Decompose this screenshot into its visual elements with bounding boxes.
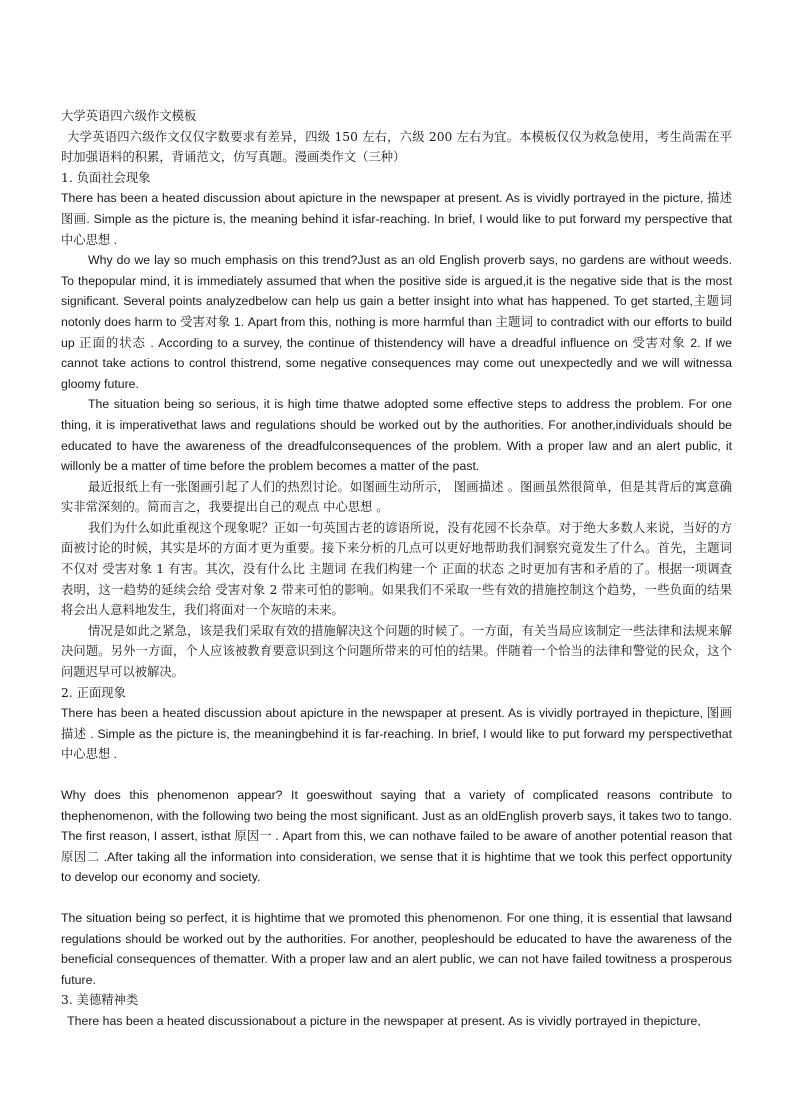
section-1-paragraph-6: 情况是如此之紧急，该是我们采取有效的措施解决这个问题的时候了。一方面，有关当局应该制定一些法律和法规来解决问题。另外一方面，个人应该被教育要意识到这个问题所带来的可怕的结果。伴随着一个恰当的法律和警觉的民众，这个问题迟早可以被解决。 <box>61 623 732 680</box>
section-1-paragraph-4: 最近报纸上有一张图画引起了人们的热烈讨论。如图画生动所示， 图画描述 。图画虽然很简单，但是其背后的寓意确实非常深刻的。简而言之，我要提出自己的观点 中心思想 。 <box>61 479 732 515</box>
paragraph-gap <box>61 888 732 908</box>
document-title: 大学英语四六级作文模板 <box>61 109 197 123</box>
section-1-paragraph-3: The situation being so serious, it is high time thatwe adopted some effective steps to address the problem. For one thing, it is imperativethat laws and regulations should be worked out by the authorities. For another,individuals should be educated to have the awareness of the dreadfulconsequences of the problem. With a proper law and an alert public, it willonly be a matter of time before the problem becomes a matter of the past. <box>61 397 732 474</box>
section-3-paragraph-1: There has been a heated discussionabout a picture in the newspaper at present. As is vividly portrayed in thepicture, <box>67 1013 701 1028</box>
section-2-heading: 2. 正面现象 <box>61 685 126 700</box>
section-1-heading: 1. 负面社会现象 <box>61 170 151 185</box>
intro-paragraph: 大学英语四六级作文仅仅字数要求有差异，四级 150 左右，六级 200 左右为宜。本模板仅仅为救急使用，考生尚需在平时加强语料的积累，背诵范文，仿写真题。漫画类作文（三种） <box>61 129 732 165</box>
section-2-paragraph-2: Why does this phenomenon appear? It goeswithout saying that a variety of complicated reasons contribute to thephenomenon, with the following two being the most significant. Just as an oldEnglish proverb says, it takes two to tango. The first reason, I assert, isthat 原因一 . Apart from this, we can nothave failed to be aware of another potential reason that 原因二 .After taking all the information into consideration, we sense that it is hightime that we took this perfect opportunity to develop our economy and society. <box>61 788 732 885</box>
section-2-paragraph-3: The situation being so perfect, it is hightime that we promoted this phenomenon. For one thing, it is essential that lawsand regulations should be worked out by the authorities. For another, peopleshould be educated to have the awareness of the beneficial consequences of thematter. With a proper law and an alert public, we can not have failed towitness a prosperous future. <box>61 910 732 987</box>
section-1-paragraph-5: 我们为什么如此重视这个现象呢？正如一句英国古老的谚语所说，没有花园不长杂草。对于绝大多数人来说，当好的方面被讨论的时候，其实是坏的方面才更为重要。接下来分析的几点可以更好地帮助我们洞察究竟发生了什么。首先，主题词 不仅对 受害对象 1 有害。其次，没有什么比 主题词 在我们构建一个 正面的状态 之时更加有害和矛盾的了。根据一项调查表明，这一趋势的延续会给 受害对象 2 带来可怕的影响。如果我们不采取一些有效的措施控制这个趋势，一些负面的结果将会出人意料地发生，我们将面对一个灰暗的未来。 <box>61 520 732 618</box>
section-1-paragraph-2: Why do we lay so much emphasis on this trend?Just as an old English proverb says, no gardens are without weeds. To thepopular mind, it is immediately assumed that when the positive side is argued,it is the negative side that is the most significant. Several points analyzedbelow can help us gain a better insight into what has happened. To get started,主题词 notonly does harm to 受害对象 1. Apart from this, nothing is more harmful than 主题词 to contradict with our efforts to build up 正面的状态 . According to a survey, the continue of thistendency will have a dreadful influence on 受害对象 2. If we cannot take actions to control thistrend, some negative consequences may come out unexpectedly and we will witnessa gloomy future. <box>61 253 732 391</box>
paragraph-gap <box>61 765 732 785</box>
section-1-paragraph-1: There has been a heated discussion about apicture in the newspaper at present. As is vividly portrayed in the picture, 描述 图画. Simple as the picture is, the meaning behind it isfar-reaching. In brief, I would like to put forward my perspective that 中心思想 . <box>61 191 732 247</box>
section-3-heading: 3. 美德精神类 <box>61 993 139 1008</box>
section-2-paragraph-1: There has been a heated discussion about apicture in the newspaper at present. As is vividly portrayed in thepicture, 图画描述 . Simple as the picture is, the meaningbehind it is far-reaching. In brief, I would like to put forward my perspectivethat 中心思想 . <box>61 706 732 762</box>
